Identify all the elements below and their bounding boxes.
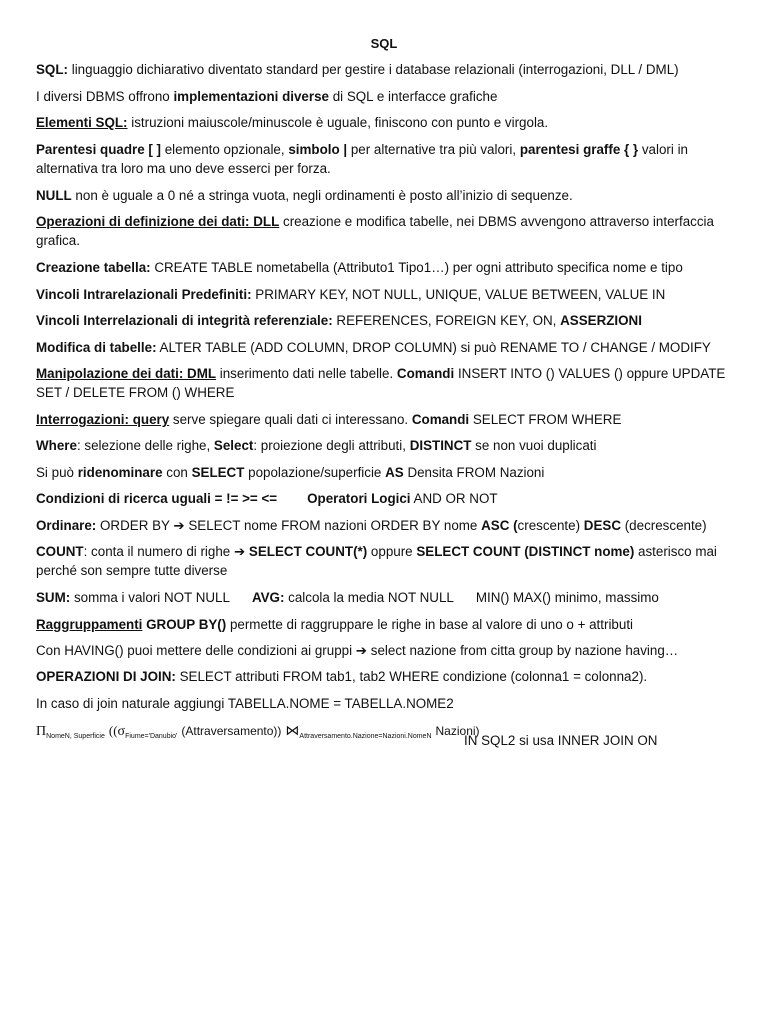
line-dbms — [36, 87, 736, 106]
line-aggregati — [36, 588, 736, 607]
text: asterisco mai perché son sempre tutte diverse — [36, 544, 717, 578]
arrow-icon: ➔ — [355, 643, 368, 658]
term-operazioni-join: OPERAZIONI DI JOIN: — [36, 669, 176, 684]
line-vincoli-intra — [36, 285, 736, 304]
text: : proiezione degli attributi, — [253, 438, 410, 453]
text: AND OR NOT — [410, 491, 498, 506]
text: con — [162, 465, 192, 480]
text: ORDER BY — [96, 518, 174, 533]
heading-query: Interrogazioni: query — [36, 412, 170, 427]
text: SELECT attributi FROM tab1, tab2 WHERE condizione (colonna1 = colonna2). — [175, 669, 648, 684]
line-where-select — [36, 436, 736, 455]
term-avg: AVG: — [251, 590, 285, 605]
heading-ddl: Operazioni di definizione dei dati: DLL — [36, 214, 280, 229]
term-count: COUNT — [36, 544, 84, 559]
text: linguaggio dichiarativo diventato standard per gestire i database relazionali (interrogazioni, DLL / DML) — [68, 62, 679, 77]
line-condizioni — [36, 489, 736, 508]
text: PRIMARY KEY, NOT NULL, UNIQUE, VALUE BETWEEN, VALUE IN — [251, 287, 666, 302]
term-operatori-logici: Operatori Logici — [307, 491, 411, 506]
text: SELECT FROM WHERE — [469, 412, 622, 427]
text: oppure — [367, 544, 417, 559]
text: In caso di join naturale aggiungi TABELLA.NOME = TABELLA.NOME2 — [36, 696, 454, 711]
line-elementi-sql — [36, 113, 736, 132]
line-dml — [36, 364, 736, 402]
text: se non vuoi duplicati — [471, 438, 597, 453]
text: INSERT INTO () VALUES () oppure UPDATE SET / DELETE FROM () WHERE — [36, 366, 726, 400]
text: calcola la media NOT NULL — [284, 590, 454, 605]
open-paren: (( — [108, 723, 118, 738]
line-vincoli-inter — [36, 311, 736, 330]
text: CREATE TABLE nometabella (Attributo1 Tipo1…) per ogni attributo specifica nome e tipo — [150, 260, 683, 275]
projection-subscript: NomeN, Superficie — [46, 733, 105, 740]
text: REFERENCES, FOREIGN KEY, ON, — [332, 313, 561, 328]
line-having — [36, 641, 736, 660]
selection-subscript: Fiume='Danubio' — [125, 733, 178, 740]
arrow-icon: ➔ — [173, 518, 185, 533]
text: elemento opzionale, — [161, 142, 289, 157]
term-asserzioni: ASSERZIONI — [560, 313, 642, 328]
relation-nazioni: Nazioni) — [435, 724, 480, 738]
line-creazione-tabella — [36, 258, 736, 277]
text: istruzioni maiuscole/minuscole è uguale, finiscono con punto e virgola. — [127, 115, 549, 130]
term-select-count: SELECT COUNT(*) — [245, 544, 368, 559]
join-symbol: ⋈ — [285, 724, 300, 739]
text: select nazione from citta group by nazione having… — [367, 643, 679, 658]
text: creazione e modifica tabelle, nei DBMS avvengono attraverso interfaccia grafica. — [36, 214, 714, 248]
heading-dml: Manipolazione dei dati: DML — [36, 366, 217, 381]
term-asc: ASC ( — [481, 518, 518, 533]
line-raggruppamenti — [36, 615, 736, 634]
term-where: Where — [36, 438, 77, 453]
term-parentesi-graffe: parentesi graffe { } — [519, 142, 639, 157]
text: crescente) — [517, 518, 584, 533]
text: MIN() MAX() minimo, massimo — [475, 590, 659, 605]
term-comandi: Comandi — [411, 412, 470, 427]
text: Si può — [36, 465, 78, 480]
line-ridenominare — [36, 463, 736, 482]
arrow-icon: ➔ — [233, 544, 246, 559]
text: : conta il numero di righe — [83, 544, 234, 559]
text: Densita FROM Nazioni — [403, 465, 545, 480]
heading-raggruppamenti: Raggruppamenti — [36, 617, 143, 632]
term-desc: DESC — [583, 518, 621, 533]
line-modifica-tabelle — [36, 338, 736, 357]
inner-join-note: IN SQL2 si usa INNER JOIN ON — [464, 733, 658, 748]
text: serve spiegare quali dati ci interessano. — [169, 412, 412, 427]
text: I diversi DBMS offrono — [36, 89, 174, 104]
relation-attraversamento: (Attraversamento)) — [181, 724, 282, 738]
text: ALTER TABLE (ADD COLUMN, DROP COLUMN) si può RENAME TO / CHANGE / MODIFY — [156, 340, 711, 355]
text: valori in alternativa tra loro ma uno deve esserci per forza. — [36, 142, 689, 176]
text: permette di raggruppare le righe in base al valore di uno o + attributi — [226, 617, 634, 632]
relational-algebra-formula — [36, 722, 736, 746]
term-ridenominare: ridenominare — [77, 465, 163, 480]
term-select: Select — [213, 438, 254, 453]
line-sql-definition — [36, 60, 736, 79]
term-simbolo: simbolo | — [288, 142, 348, 157]
term-sum: SUM: — [36, 590, 71, 605]
text: popolazione/superficie — [244, 465, 386, 480]
term-creazione-tabella: Creazione tabella: — [36, 260, 151, 275]
term-modifica-tabelle: Modifica di tabelle: — [36, 340, 157, 355]
text: SELECT nome FROM nazioni ORDER BY nome — [184, 518, 482, 533]
line-join-naturale — [36, 694, 736, 713]
join-subscript: Attraversamento.Nazione=Nazioni.NomeN — [299, 733, 432, 740]
term-comandi: Comandi — [396, 366, 455, 381]
term-distinct: DISTINCT — [409, 438, 472, 453]
line-ordinare — [36, 516, 736, 535]
line-count — [36, 542, 736, 580]
term-ordinare: Ordinare: — [36, 518, 97, 533]
heading-elementi-sql: Elementi SQL: — [36, 115, 128, 130]
term-select-count-distinct: SELECT COUNT (DISTINCT nome) — [416, 544, 635, 559]
text: (decrescente) — [621, 518, 707, 533]
text: : selezione delle righe, — [76, 438, 214, 453]
selection-symbol: σ — [117, 724, 126, 739]
term-as: AS — [385, 465, 404, 480]
line-query — [36, 410, 736, 429]
line-ddl — [36, 212, 736, 250]
text: Con HAVING() puoi mettere delle condizioni ai gruppi — [36, 643, 356, 658]
term-select: SELECT — [191, 465, 245, 480]
term-parentesi-quadre: Parentesi quadre [ ] — [36, 142, 162, 157]
line-parentesi — [36, 140, 736, 178]
term-implementazioni: implementazioni diverse — [173, 89, 329, 104]
term-vincoli-intrarelazionali: Vincoli Intrarelazionali Predefiniti: — [36, 287, 252, 302]
text: non è uguale a 0 né a stringa vuota, negli ordinamenti è posto all’inizio di sequenze. — [71, 188, 573, 203]
line-null — [36, 186, 736, 205]
text: somma i valori NOT NULL — [70, 590, 230, 605]
term-sql: SQL: — [36, 62, 68, 77]
term-null: NULL — [36, 188, 72, 203]
term-group-by: GROUP BY() — [142, 617, 227, 632]
text: di SQL e interfacce grafiche — [328, 89, 498, 104]
text: inserimento dati nelle tabelle. — [216, 366, 397, 381]
page-title: SQL — [370, 36, 398, 51]
text: per alternative tra più valori, — [347, 142, 520, 157]
projection-symbol: Π — [36, 724, 47, 739]
line-join — [36, 667, 736, 686]
term-vincoli-interrelazionali: Vincoli Interrelazionali di integrità referenziale: — [36, 313, 333, 328]
term-condizioni-ricerca: Condizioni di ricerca uguali = != >= <= — [36, 491, 278, 506]
